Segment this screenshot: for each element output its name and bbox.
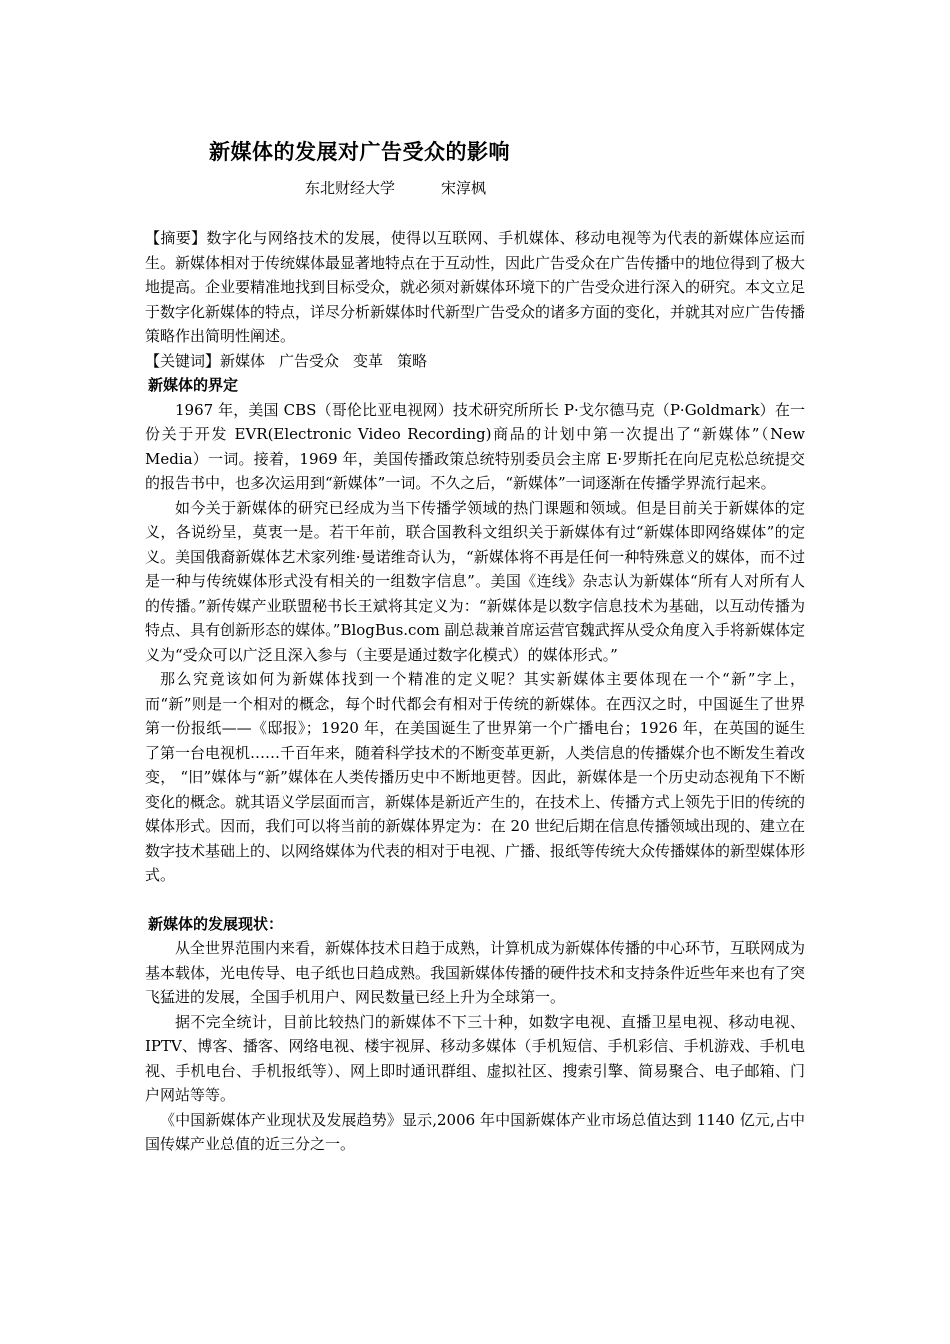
keyword: 广告受众: [279, 351, 340, 370]
document-body: [145, 226, 805, 1157]
keyword: 新媒体: [220, 351, 266, 370]
body-paragraph: 1967 年，美国 CBS（哥伦比亚电视网）技术研究所所长 P·戈尔德马克（P·Goldmark）在一份关于开发 EVR(Electronic Video Recording)商品的计划中第一次提出了“新媒体”（New Media）一词。接着，1969 年，美国传播政策总统特别委员会主席 E·罗斯托在向尼克松总统提交的报告书中，也多次运用到“新媒体”一词。不久之后，“新媒体”一词逐渐在传播学界流行起来。: [145, 400, 805, 492]
section-spacer: [145, 888, 805, 912]
body-paragraph: 据不完全统计，目前比较热门的新媒体不下三十种，如数字电视、直播卫星电视、移动电视、IPTV、博客、播客、网络电视、楼宇视屏、移动多媒体（手机短信、手机彩信、手机游戏、手机电视、手机电台、手机报纸等）、网上即时通讯群组、虚拟社区、搜索引擎、简易聚合、电子邮箱、门户网站等等。: [145, 1012, 805, 1104]
abstract-paragraph: 【摘要】数字化与网络技术的发展，使得以互联网、手机媒体、移动电视等为代表的新媒体应运而生。新媒体相对于传统媒体最显著地特点在于互动性，因此广告受众在广告传播中的地位得到了极大地提高。企业要精准地找到目标受众，就必须对新媒体环境下的广告受众进行深入的研究。本文立足于数字化新媒体的特点，详尽分析新媒体时代新型广告受众的诸多方面的变化，并就其对应广告传播策略作出简明性阐述。: [145, 229, 806, 345]
byline: [305, 177, 486, 198]
body-paragraph: 如今关于新媒体的研究已经成为当下传播学领域的热门课题和领域。但是目前关于新媒体的定义，各说纷呈，莫衷一是。若干年前，联合国教科文组织关于新媒体有过“新媒体即网络媒体”的定义。美国俄裔新媒体艺术家列维·曼诺维奇认为，“新媒体将不再是任何一种特殊意义的媒体，而不过是一种与传统媒体形式没有相关的一组数字信息”。美国《连线》杂志认为新媒体“所有人对所有人的传播。”新传媒产业联盟秘书长王斌将其定义为：“新媒体是以数字信息技术为基础，以互动传播为特点、具有创新形态的媒体。”BlogBus.com 副总裁兼首席运营官魏武挥从受众角度入手将新媒体定义为“受众可以广泛且深入参与（主要是通过数字化模式）的媒体形式。”: [145, 498, 805, 664]
page-title: 新媒体的发展对广告受众的影响: [209, 139, 510, 164]
keyword: 策略: [397, 351, 428, 370]
body-paragraph: 那么究竟该如何为新媒体找到一个精准的定义呢？其实新媒体主要体现在一个“新”字上，而“新”则是一个相对的概念，每个时代都会有相对于传统的新媒体。在西汉之时，中国诞生了世界第一份报纸——《邸报》；1920 年，在美国诞生了世界第一个广播电台；1926 年，在英国的诞生了第一台电视机……千百年来，随着科学技术的不断变革更新，人类信息的传播媒介也不断发生着改变， “旧”媒体与“新”媒体在人类传播历史中不断地更替。因此，新媒体是一个历史动态视角下不断变化的概念。就其语义学层面而言，新媒体是新近产生的，在技术上、传播方式上领先于旧的传统的媒体形式。因而，我们可以将当前的新媒体界定为：在 20 世纪后期在信息传播领域出现的、建立在数字技术基础上的、以网络媒体为代表的相对于电视、广播、报纸等传统大众传播媒体的新型媒体形式。: [145, 670, 806, 884]
section-heading: 新媒体的界定: [148, 376, 239, 394]
keywords-label: 【关键词】: [145, 351, 221, 370]
body-paragraph: 从全世界范围内来看，新媒体技术日趋于成熟，计算机成为新媒体传播的中心环节，互联网成为基本载体，光电传导、电子纸也日趋成熟。我国新媒体传播的硬件技术和支持条件近些年来也有了突飞猛进的发展，全国手机用户、网民数量已经上升为全球第一。: [145, 939, 806, 1006]
affiliation: 东北财经大学: [305, 179, 396, 197]
keywords-line: [145, 349, 805, 374]
body-paragraph: 《中国新媒体产业现状及发展趋势》显示,2006 年中国新媒体产业市场总值达到 1140 亿元,占中国传媒产业总值的近三分之一。: [145, 1110, 805, 1153]
section-heading: 新媒体的发展现状：: [148, 914, 284, 933]
author: 宋淳枫: [441, 179, 487, 197]
keyword: 变革: [353, 351, 384, 370]
